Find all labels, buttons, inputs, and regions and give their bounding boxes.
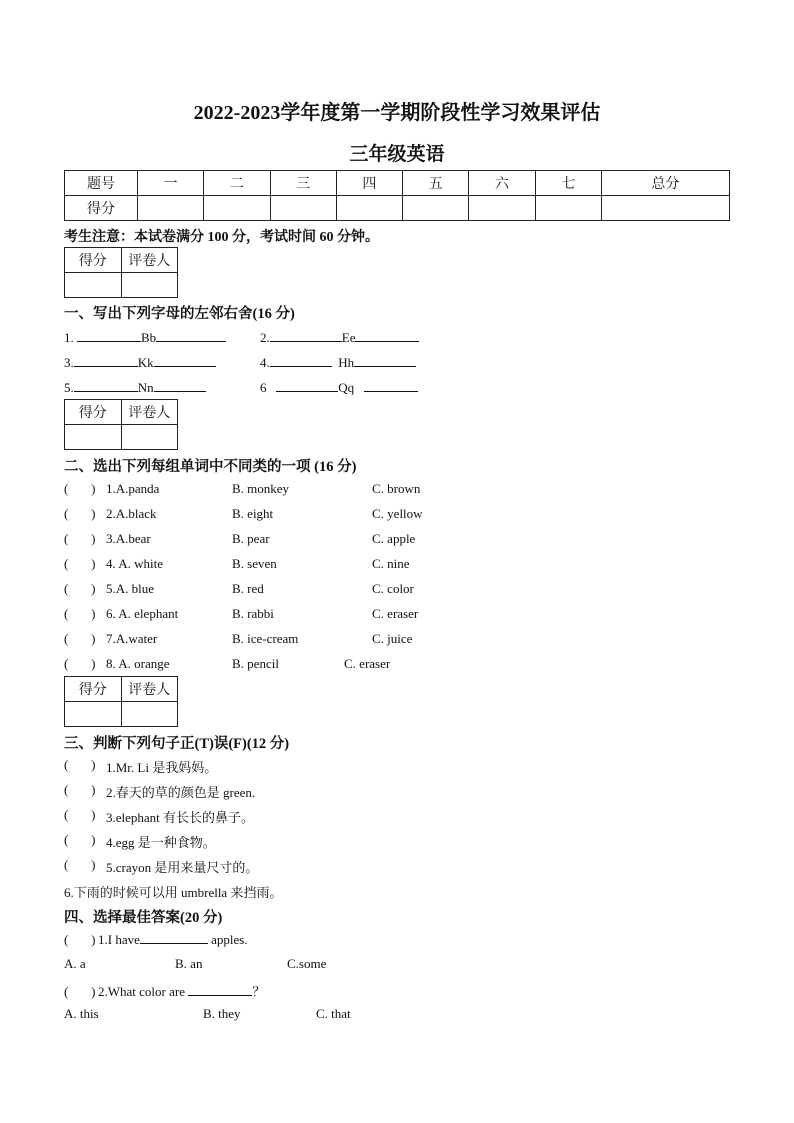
- judge-item-6: 6.下雨的时候可以用 umbrella 来挡雨。: [64, 885, 283, 900]
- option-b: B. red: [232, 581, 264, 596]
- grader-reviewer-label: 评卷人: [121, 400, 178, 425]
- item-number: 6: [260, 380, 267, 395]
- judge-item: 2.春天的草的颜色是 green.: [106, 785, 256, 800]
- score-cell[interactable]: [270, 196, 336, 221]
- judge-item: 5.crayon 是用来量尺寸的。: [106, 860, 259, 875]
- score-cell: 五: [403, 171, 469, 196]
- score-cell: 得分: [65, 196, 138, 221]
- grader-box: [64, 676, 178, 727]
- section-4-title: 四、选择最佳答案(20 分): [64, 910, 223, 926]
- score-table-header-row: [65, 171, 730, 196]
- option-c: C. color: [372, 581, 414, 596]
- page-subtitle: 三年级英语: [349, 144, 445, 165]
- option-a: 2.A.black: [106, 506, 157, 521]
- option-b: B. seven: [232, 556, 277, 571]
- choice-2-c: C. that: [316, 1006, 351, 1021]
- score-cell: 六: [469, 171, 535, 196]
- answer-blank[interactable]: [188, 983, 252, 996]
- answer-blank[interactable]: [270, 354, 332, 367]
- answer-blank[interactable]: [270, 329, 342, 342]
- score-cell[interactable]: [204, 196, 270, 221]
- option-c: C. nine: [372, 556, 410, 571]
- grader-score-label: 得分: [65, 248, 122, 273]
- judge-item: 4.egg 是一种食物。: [106, 835, 216, 850]
- score-cell: 题号: [65, 171, 138, 196]
- answer-paren[interactable]: ( ): [64, 531, 96, 546]
- score-cell[interactable]: [403, 196, 469, 221]
- answer-paren[interactable]: ( ): [64, 832, 96, 847]
- score-cell[interactable]: [601, 196, 729, 221]
- letter-text: Kk: [137, 355, 154, 370]
- grader-reviewer-label: 评卷人: [121, 248, 178, 273]
- section-2-title: 二、选出下列每组单词中不同类的一项 (16 分): [64, 459, 357, 475]
- answer-blank[interactable]: [156, 329, 226, 342]
- grader-score-label: 得分: [65, 400, 122, 425]
- score-cell[interactable]: [469, 196, 535, 221]
- score-cell: 七: [535, 171, 601, 196]
- option-c: C. eraser: [344, 656, 391, 671]
- score-cell[interactable]: [535, 196, 601, 221]
- question-text: 1.I have: [98, 932, 140, 947]
- answer-paren[interactable]: ( ): [64, 807, 96, 822]
- option-a: 6. A. elephant: [106, 606, 179, 621]
- answer-blank[interactable]: [74, 379, 138, 392]
- score-cell: 四: [336, 171, 402, 196]
- score-cell: 三: [270, 171, 336, 196]
- score-cell: 总分: [601, 171, 729, 196]
- grader-reviewer-cell[interactable]: [121, 273, 178, 298]
- choice-2-a: A. this: [64, 1006, 99, 1021]
- answer-paren[interactable]: ( ): [64, 481, 96, 496]
- grader-reviewer-cell[interactable]: [121, 702, 178, 727]
- choice-1-c: C.some: [287, 956, 327, 971]
- option-c: C. eraser: [372, 606, 419, 621]
- grader-box: [64, 399, 178, 450]
- answer-paren[interactable]: ( ): [64, 984, 96, 999]
- question-text: apples.: [207, 932, 248, 947]
- score-cell: 一: [138, 171, 204, 196]
- exam-note: 考生注意：本试卷满分 100 分，考试时间 60 分钟。: [64, 230, 379, 245]
- letter-item-2: [260, 329, 419, 346]
- letter-text: Ee: [341, 330, 356, 345]
- letter-text: Bb: [141, 330, 157, 345]
- item-number: 4.: [260, 355, 270, 370]
- question-text: 2.What color are: [98, 984, 189, 999]
- letter-text: Qq: [338, 380, 355, 395]
- option-b: B. pear: [232, 531, 270, 546]
- score-table: [64, 170, 730, 221]
- page-title: 2022-2023学年度第一学期阶段性学习效果评估: [193, 102, 601, 124]
- section-1-title: 一、写出下列字母的左邻右舍(16 分): [64, 306, 295, 322]
- score-table-score-row: [65, 196, 730, 221]
- answer-blank[interactable]: [355, 329, 419, 342]
- option-a: 8. A. orange: [106, 656, 170, 671]
- grader-score-cell[interactable]: [65, 273, 122, 298]
- option-a: 3.A.bear: [106, 531, 151, 546]
- option-a: 1.A.panda: [106, 481, 160, 496]
- letter-item-4: [260, 354, 416, 371]
- option-a: 7.A.water: [106, 631, 158, 646]
- item-number: 2.: [260, 330, 270, 345]
- answer-paren[interactable]: ( ): [64, 556, 96, 571]
- answer-paren[interactable]: ( ): [64, 857, 96, 872]
- grader-reviewer-cell[interactable]: [121, 425, 178, 450]
- item-number: 1.: [64, 330, 74, 345]
- score-cell[interactable]: [336, 196, 402, 221]
- choice-1-b: B. an: [175, 956, 203, 971]
- letter-item-6: [260, 379, 418, 396]
- letter-item-1: [64, 329, 226, 346]
- item-number: 3.: [64, 355, 74, 370]
- answer-paren[interactable]: ( ): [64, 631, 96, 646]
- score-cell: 二: [204, 171, 270, 196]
- judge-item: 1.Mr. Li 是我妈妈。: [106, 760, 218, 775]
- option-a: 4. A. white: [106, 556, 164, 571]
- choice-1-a: A. a: [64, 956, 86, 971]
- grader-score-cell[interactable]: [65, 425, 122, 450]
- grader-score-cell[interactable]: [65, 702, 122, 727]
- option-b: B. pencil: [232, 656, 279, 671]
- score-cell[interactable]: [138, 196, 204, 221]
- answer-blank[interactable]: [364, 379, 418, 392]
- letter-item-5: [64, 379, 206, 396]
- option-b: B. monkey: [232, 481, 290, 496]
- grader-score-label: 得分: [65, 677, 122, 702]
- grader-box: [64, 247, 178, 298]
- answer-paren[interactable]: ( ): [64, 656, 96, 671]
- question-text: ？: [252, 984, 266, 999]
- item-number: 5.: [64, 380, 74, 395]
- choice-question-2: [64, 981, 265, 1000]
- option-c: C. apple: [372, 531, 416, 546]
- answer-blank[interactable]: [140, 931, 208, 944]
- choice-2-b: B. they: [203, 1006, 241, 1021]
- answer-paren[interactable]: ( ): [64, 782, 96, 797]
- letter-item-3: [64, 354, 216, 371]
- answer-blank[interactable]: [154, 354, 216, 367]
- grader-reviewer-label: 评卷人: [121, 677, 178, 702]
- option-b: B. ice-cream: [232, 631, 299, 646]
- option-b: B. eight: [232, 506, 274, 521]
- answer-paren[interactable]: ( ): [64, 757, 96, 772]
- answer-blank[interactable]: [276, 379, 338, 392]
- answer-paren[interactable]: ( ): [64, 506, 96, 521]
- answer-paren[interactable]: ( ): [64, 581, 96, 596]
- choice-question-1: [64, 931, 248, 948]
- answer-blank[interactable]: [154, 379, 206, 392]
- option-c: C. yellow: [372, 506, 423, 521]
- letter-text: Hh: [338, 355, 355, 370]
- option-a: 5.A. blue: [106, 581, 155, 596]
- answer-blank[interactable]: [77, 329, 141, 342]
- letter-text: Nn: [137, 380, 154, 395]
- judge-item: 3.elephant 有长长的鼻子。: [106, 810, 255, 825]
- answer-blank[interactable]: [354, 354, 416, 367]
- section-3-title: 三、判断下列句子正(T)误(F)(12 分): [64, 736, 290, 752]
- answer-paren[interactable]: ( ): [64, 606, 96, 621]
- option-c: C. juice: [372, 631, 413, 646]
- option-b: B. rabbi: [232, 606, 274, 621]
- answer-blank[interactable]: [74, 354, 138, 367]
- option-c: C. brown: [372, 481, 421, 496]
- answer-paren[interactable]: ( ): [64, 932, 96, 947]
